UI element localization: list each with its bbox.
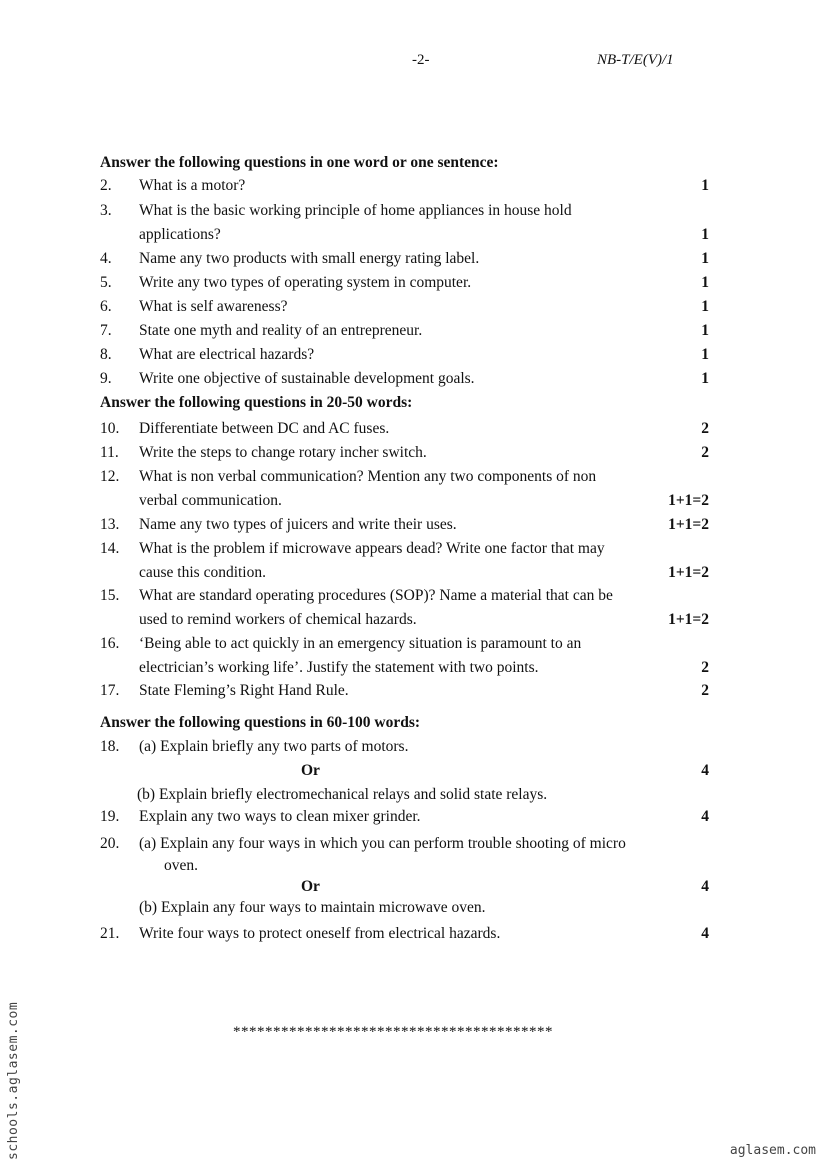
question-number: 21. [100, 925, 120, 942]
question-number: 11. [100, 444, 119, 461]
question-text: Name any two types of juicers and write their uses. [139, 516, 457, 533]
question-number: 7. [100, 322, 112, 339]
question-marks: 1+1=2 [668, 564, 709, 581]
question-marks: 2 [701, 444, 709, 461]
side-watermark: schools.aglasem.com [6, 1001, 21, 1160]
question-number: 4. [100, 250, 112, 267]
question-text: Write the steps to change rotary incher switch. [139, 444, 427, 461]
question-text-option-a: (a) Explain any four ways in which you can perform trouble shooting of micro [139, 835, 626, 852]
question-number: 9. [100, 370, 112, 387]
question-number: 20. [100, 835, 120, 852]
section-heading-one-word: Answer the following questions in one word or one sentence: [100, 154, 499, 171]
question-text: What is self awareness? [139, 298, 288, 315]
page-number: -2- [412, 52, 430, 68]
corner-watermark: aglasem.com [729, 1143, 816, 1158]
question-marks: 1 [701, 298, 709, 315]
question-number: 16. [100, 635, 120, 652]
question-text: What is the problem if microwave appears dead? Write one factor that may [139, 540, 605, 557]
question-marks: 1+1=2 [668, 611, 709, 628]
question-number: 2. [100, 177, 112, 194]
question-marks: 4 [701, 762, 709, 779]
question-text: Write any two types of operating system in computer. [139, 274, 472, 291]
question-number: 8. [100, 346, 112, 363]
question-number: 19. [100, 808, 120, 825]
question-text: What is non verbal communication? Mention any two components of non [139, 468, 597, 485]
question-text: State Fleming’s Right Hand Rule. [139, 682, 349, 699]
question-marks: 1 [701, 177, 709, 194]
question-marks: 2 [701, 682, 709, 699]
question-number: 6. [100, 298, 112, 315]
question-text-option-a: (a) Explain briefly any two parts of motors. [139, 738, 409, 755]
question-number: 18. [100, 738, 120, 755]
question-number: 17. [100, 682, 120, 699]
question-marks: 1 [701, 250, 709, 267]
or-separator: Or [301, 878, 320, 895]
question-text: What is the basic working principle of home appliances in house hold [139, 202, 572, 219]
question-text-option-b: (b) Explain briefly electromechanical relays and solid state relays. [137, 786, 548, 803]
question-number: 13. [100, 516, 120, 533]
question-text-continued: applications? [139, 226, 221, 243]
question-text: Write one objective of sustainable development goals. [139, 370, 475, 387]
section-heading-short-answer: Answer the following questions in 20-50 words: [100, 394, 413, 411]
question-text-option-b: (b) Explain any four ways to maintain microwave oven. [139, 899, 486, 916]
question-text: State one myth and reality of an entrepreneur. [139, 322, 423, 339]
section-heading-long-answer: Answer the following questions in 60-100 words: [100, 714, 421, 731]
paper-code: NB-T/E(V)/1 [597, 52, 674, 68]
question-number: 12. [100, 468, 120, 485]
question-text: What is a motor? [139, 177, 246, 194]
question-marks: 4 [701, 925, 709, 942]
question-marks: 4 [701, 878, 709, 895]
question-text: What are electrical hazards? [139, 346, 315, 363]
question-marks: 4 [701, 808, 709, 825]
question-text: Write four ways to protect oneself from electrical hazards. [139, 925, 501, 942]
question-text: Differentiate between DC and AC fuses. [139, 420, 390, 437]
question-text-continued: electrician’s working life’. Justify the statement with two points. [139, 659, 539, 676]
question-text: Explain any two ways to clean mixer grinder. [139, 808, 421, 825]
or-separator: Or [301, 762, 320, 779]
end-of-paper-stars: **************************************** [233, 1024, 553, 1040]
question-text-continued: used to remind workers of chemical hazards. [139, 611, 417, 628]
question-marks: 1 [701, 370, 709, 387]
question-text-continued: oven. [164, 857, 199, 874]
question-text: Name any two products with small energy rating label. [139, 250, 480, 267]
question-text: What are standard operating procedures (SOP)? Name a material that can be [139, 587, 613, 604]
question-marks: 1+1=2 [668, 516, 709, 533]
question-marks: 2 [701, 420, 709, 437]
question-text-continued: cause this condition. [139, 564, 266, 581]
question-marks: 1 [701, 226, 709, 243]
question-marks: 1+1=2 [668, 492, 709, 509]
question-number: 14. [100, 540, 120, 557]
question-number: 15. [100, 587, 120, 604]
question-marks: 1 [701, 274, 709, 291]
question-text-continued: verbal communication. [139, 492, 282, 509]
question-number: 3. [100, 202, 112, 219]
question-marks: 1 [701, 346, 709, 363]
question-marks: 1 [701, 322, 709, 339]
question-text: ‘Being able to act quickly in an emergency situation is paramount to an [139, 635, 582, 652]
question-number: 5. [100, 274, 112, 291]
question-marks: 2 [701, 659, 709, 676]
question-number: 10. [100, 420, 120, 437]
